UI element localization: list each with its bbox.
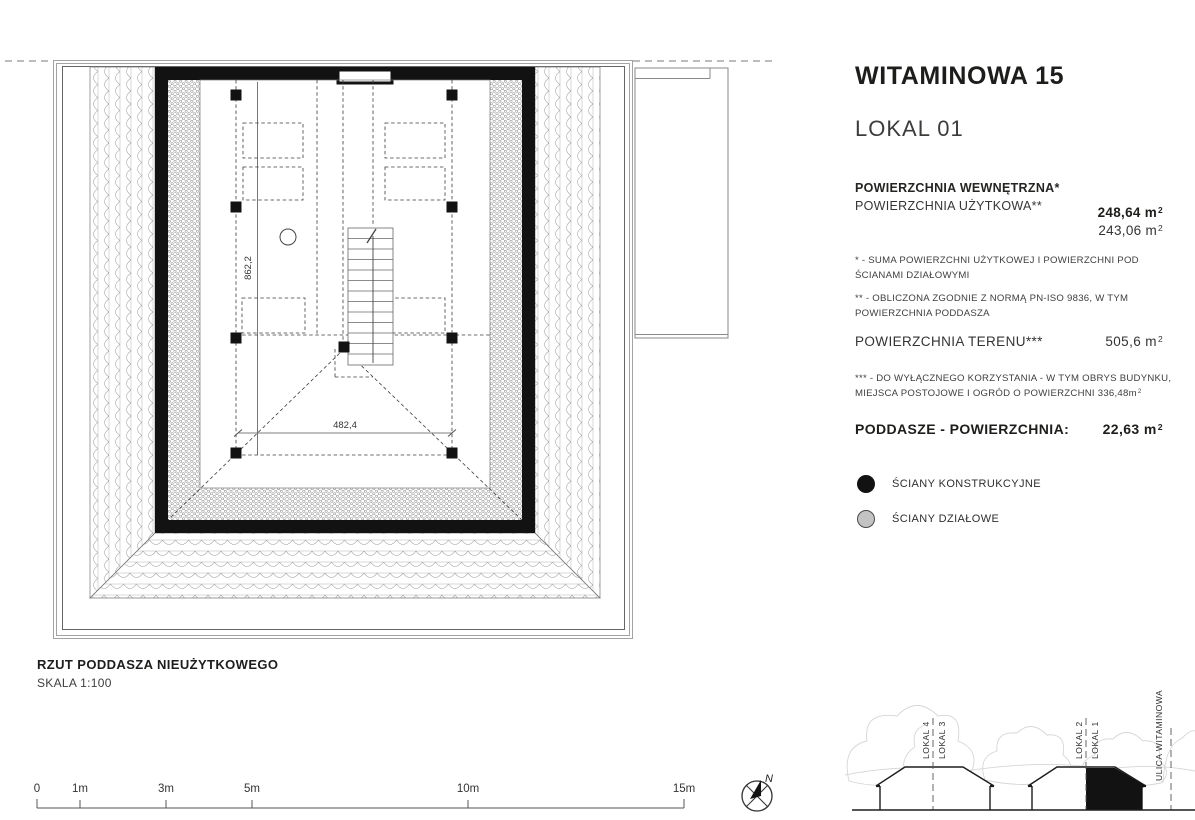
partition-wall-swatch [857, 510, 875, 528]
sloped-ceiling-hatch [168, 80, 522, 520]
scale-tick-0: 0 [33, 783, 41, 795]
building-a-outline [876, 767, 994, 810]
street-marker [1154, 690, 1171, 810]
dimension-vertical [243, 82, 258, 455]
usable-area-value: 243,06 $m^2$ [1098, 222, 1163, 238]
dimension-horizontal-label: 482,4 [333, 420, 357, 431]
vent-pipe [280, 229, 296, 245]
sup-2: 2 [1157, 333, 1163, 344]
lokal-1-label: LOKAL 1 [1090, 721, 1100, 759]
lokal-1-highlight [1086, 768, 1146, 810]
scale-tick-3m: 3m [158, 783, 174, 795]
chimney [338, 70, 392, 83]
north-compass-icon [742, 773, 773, 811]
site-section-diagram [845, 685, 1195, 815]
internal-area-value: 248,64 $m^2$ [1097, 204, 1163, 220]
attic-area-label: PODDASZE - POWIERZCHNIA: [855, 421, 1070, 437]
footnote-internal: * - SUMA POWIERZCHNI UŻYTKOWEJ I POWIERZCHNI POD ŚCIANAMI DZIAŁOWYMI [855, 255, 1139, 282]
internal-area-label: POWIERZCHNIA WEWNĘTRZNA* [855, 181, 1060, 195]
legend-structural-walls [857, 475, 1041, 493]
sup-2: 2 [1137, 389, 1142, 396]
lokal-3-label: LOKAL 3 [937, 721, 947, 759]
structural-wall-swatch [857, 475, 875, 493]
scale-tick-10m: 10m [456, 783, 480, 795]
scale-bar [37, 799, 684, 808]
sup-2: 2 [1158, 204, 1163, 215]
scale-tick-1m: 1m [72, 783, 88, 795]
legend-partition-walls [857, 510, 999, 528]
lokal-2-label: LOKAL 2 [1074, 721, 1084, 759]
legend-partition-label: ŚCIANY DZIAŁOWE [892, 513, 1000, 525]
structural-wall [155, 67, 535, 533]
drawing-scale: SKALA 1:100 [37, 676, 112, 690]
terrain-area-value: 505,6 $m^2$ [1105, 333, 1163, 349]
interior-dashed-lines [168, 80, 522, 520]
dimension-horizontal [234, 420, 456, 437]
dimension-vertical-label: 862,2 [243, 256, 254, 280]
scale-tick-5m: 5m [244, 783, 260, 795]
attic-area-value: 22,63 $m^2$ [1102, 421, 1163, 437]
drawing-title: RZUT PODDASZA NIEUŻYTKOWEGO [37, 657, 279, 672]
footnote-usable: ** - OBLICZONA ZGODNIE Z NORMĄ PN-ISO 9836, W TYM POWIERZCHNIA PODDASZA [855, 293, 1129, 320]
unit-title: LOKAL 01 [855, 116, 964, 141]
address-title: WITAMINOWA 15 [855, 62, 1065, 90]
usable-area-label: POWIERZCHNIA UŻYTKOWA** [855, 199, 1043, 213]
scale-tick-15m: 15m [672, 783, 696, 795]
street-label: ULICA WITAMINOWA [1154, 689, 1164, 781]
lokal-4-label: LOKAL 4 [921, 721, 931, 759]
stairs [348, 228, 393, 365]
terrain-area-label: POWIERZCHNIA TERENU*** [855, 334, 1043, 349]
compass-north-label: N [765, 773, 773, 785]
sup-2: 2 [1158, 222, 1163, 233]
structural-columns [231, 90, 458, 459]
neighbour-building-outline [635, 68, 728, 338]
scale-bar-strip [0, 770, 800, 820]
sup-2: 2 [1157, 421, 1163, 432]
building-a-dividers [921, 718, 947, 810]
footnote-terrain: *** - DO WYŁĄCZNEGO KORZYSTANIA - W TYM OBRYS BUDYNKU, MIEJSCA POSTOJOWE I OGRÓD O POWIERZCHNI $336,48m^2$ [855, 373, 1172, 400]
legend-structural-label: ŚCIANY KONSTRUKCYJNE [892, 478, 1041, 490]
